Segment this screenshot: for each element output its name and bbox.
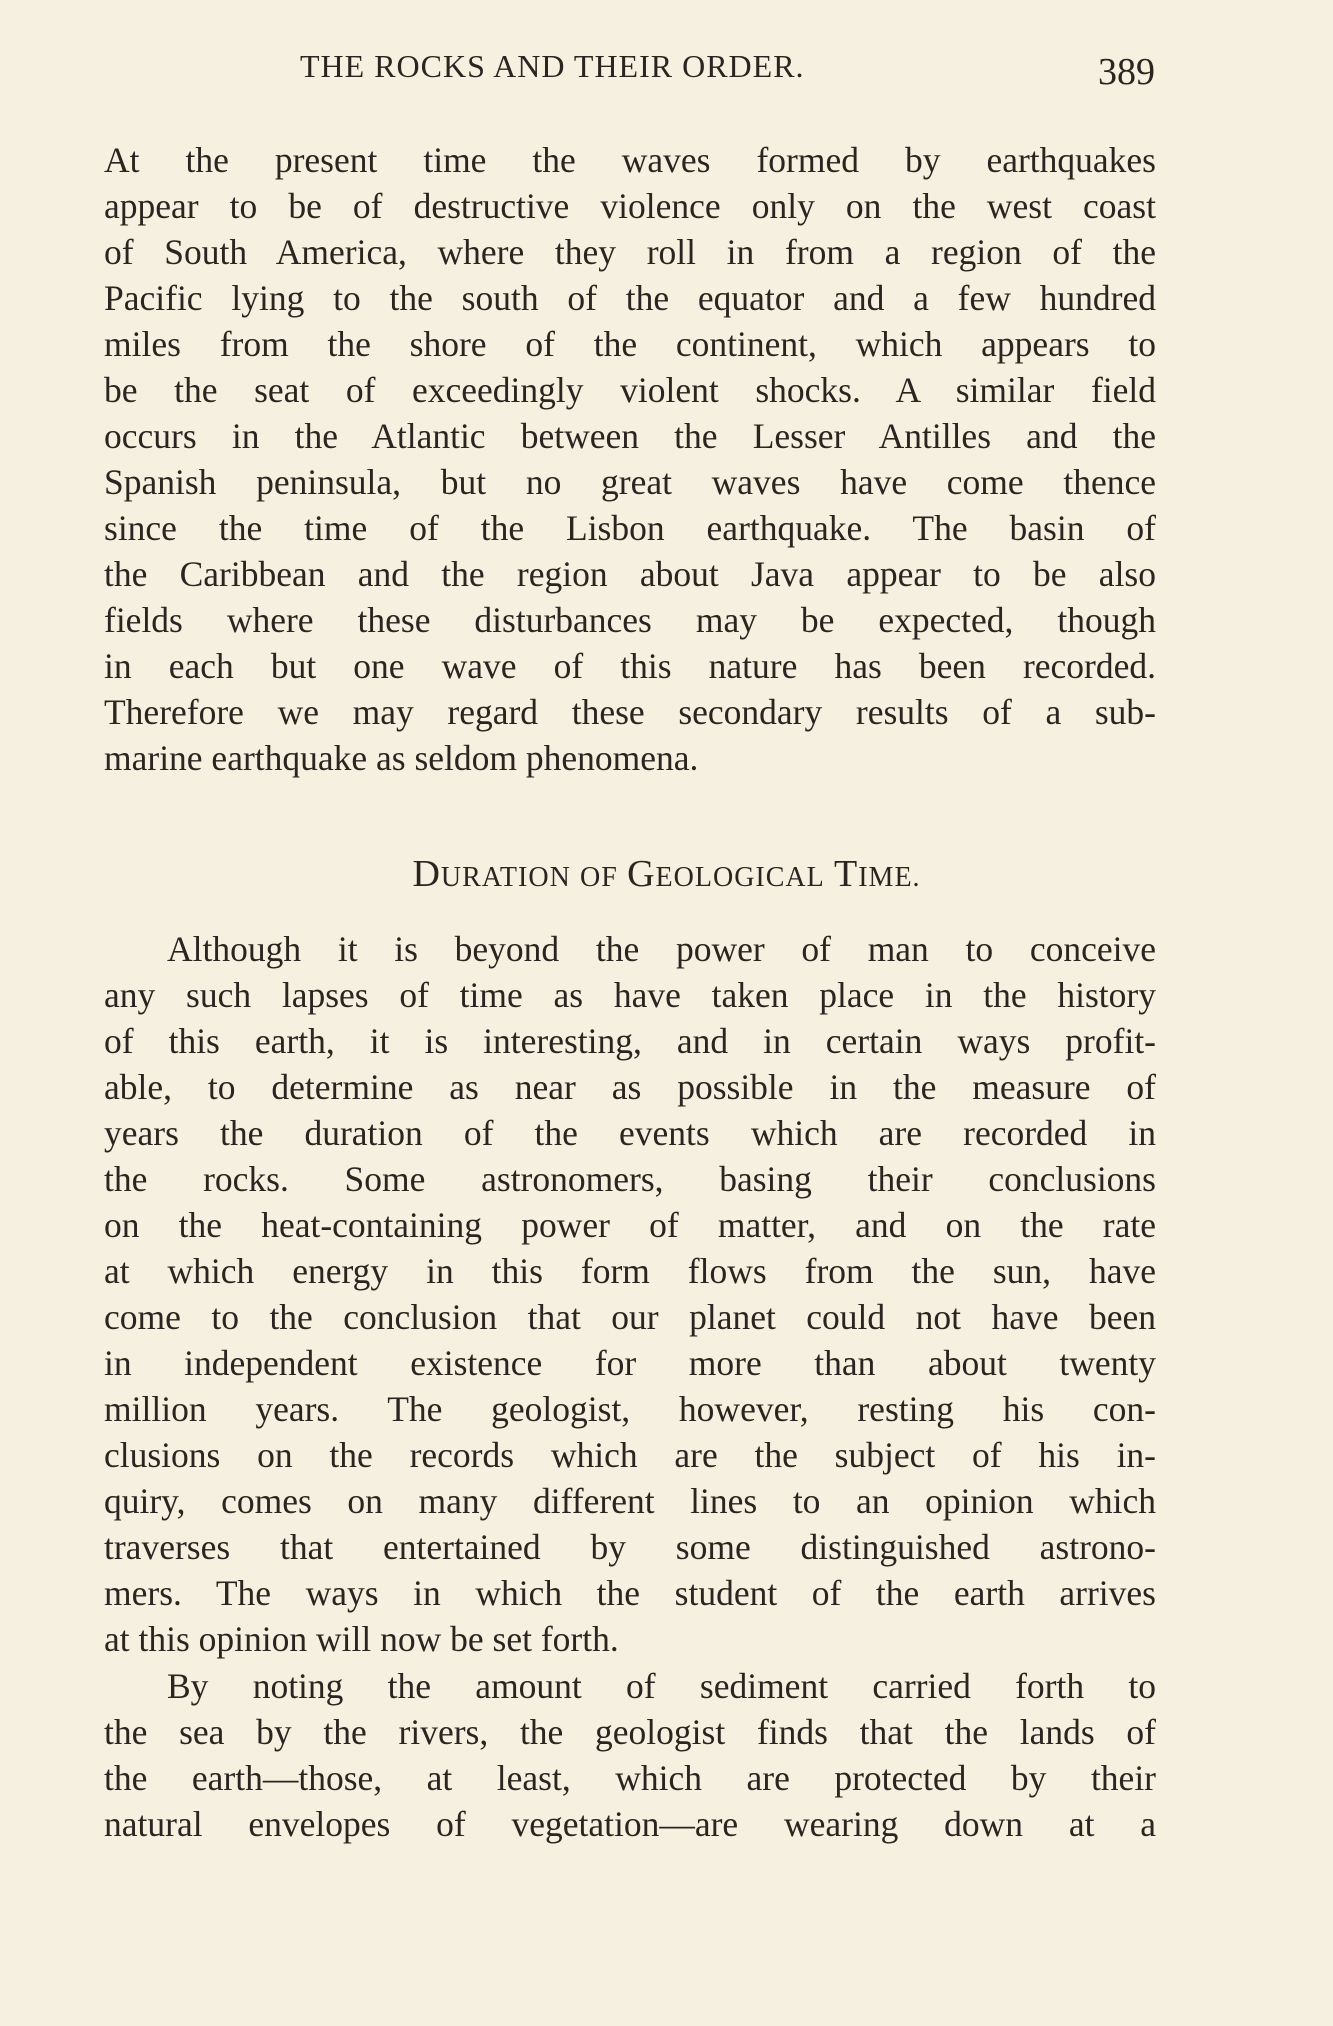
text-line: appear to be of destructive violence only on the west coast (104, 186, 1156, 226)
text-line: since the time of the Lisbon earthquake. The basin of (104, 508, 1156, 548)
text-line: occurs in the Atlantic between the Lesser Antilles and the (104, 416, 1156, 456)
text-line: on the heat-containing power of matter, and on the rate (104, 1205, 1156, 1245)
page-number: 389 (1098, 51, 1155, 93)
text-line: at which energy in this form flows from the sun, have (104, 1251, 1156, 1291)
text-line: in each but one wave of this nature has been recorded. (104, 646, 1156, 686)
text-line: the Caribbean and the region about Java appear to be also (104, 554, 1156, 594)
paragraph-earthquake-waves (104, 137, 1156, 781)
text-line: mers. The ways in which the student of the earth arrives (104, 1573, 1156, 1613)
text-line: Spanish peninsula, but no great waves have come thence (104, 462, 1156, 502)
text-line: come to the conclusion that our planet could not have been (104, 1297, 1156, 1337)
heading-initial: T (834, 853, 859, 895)
text-line: any such lapses of time as have taken place in the history (104, 975, 1156, 1015)
text-line: traverses that entertained by some distinguished astrono- (104, 1527, 1156, 1567)
text-line: Therefore we may regard these secondary results of a sub- (104, 692, 1156, 732)
text-line: marine earthquake as seldom phenomena. (104, 738, 699, 778)
text-line: Pacific lying to the south of the equator and a few hundred (104, 278, 1156, 318)
paragraph-sediment (104, 1663, 1156, 1847)
running-title: THE ROCKS AND THEIR ORDER. (300, 48, 805, 84)
text-line: years the duration of the events which are recorded in (104, 1113, 1156, 1153)
heading-initial: D (412, 853, 441, 895)
heading-smallcaps: IME. (858, 862, 921, 893)
section-heading (0, 852, 1333, 896)
text-line: million years. The geologist, however, resting his con- (104, 1389, 1156, 1429)
paragraph-geological-time (104, 926, 1156, 1662)
heading-initial: G (627, 853, 656, 895)
text-line: miles from the shore of the continent, which appears to (104, 324, 1156, 364)
text-line: By noting the amount of sediment carried forth to (167, 1666, 1156, 1706)
text-line: be the seat of exceedingly violent shocks. A similar field (104, 370, 1156, 410)
text-line: quiry, comes on many different lines to an opinion which (104, 1481, 1156, 1521)
text-line: the rocks. Some astronomers, basing their conclusions (104, 1159, 1156, 1199)
text-line: the sea by the rivers, the geologist finds that the lands of (104, 1712, 1156, 1752)
text-line: of this earth, it is interesting, and in certain ways profit- (104, 1021, 1156, 1061)
text-line: clusions on the records which are the subject of his in- (104, 1435, 1156, 1475)
text-line: natural envelopes of vegetation—are wearing down at a (104, 1804, 1156, 1844)
text-line: able, to determine as near as possible in the measure of (104, 1067, 1156, 1107)
text-line: Although it is beyond the power of man to conceive (167, 929, 1156, 969)
text-line: at this opinion will now be set forth. (104, 1619, 619, 1659)
text-line: the earth—those, at least, which are protected by their (104, 1758, 1156, 1798)
heading-smallcaps: URATION (440, 862, 571, 893)
heading-smallcaps: OF (580, 862, 618, 893)
text-line: of South America, where they roll in from a region of the (104, 232, 1156, 272)
heading-smallcaps: EOLOGICAL (655, 862, 825, 893)
text-line: in independent existence for more than about twenty (104, 1343, 1156, 1383)
text-line: fields where these disturbances may be expected, though (104, 600, 1156, 640)
text-line: At the present time the waves formed by earthquakes (104, 140, 1156, 180)
